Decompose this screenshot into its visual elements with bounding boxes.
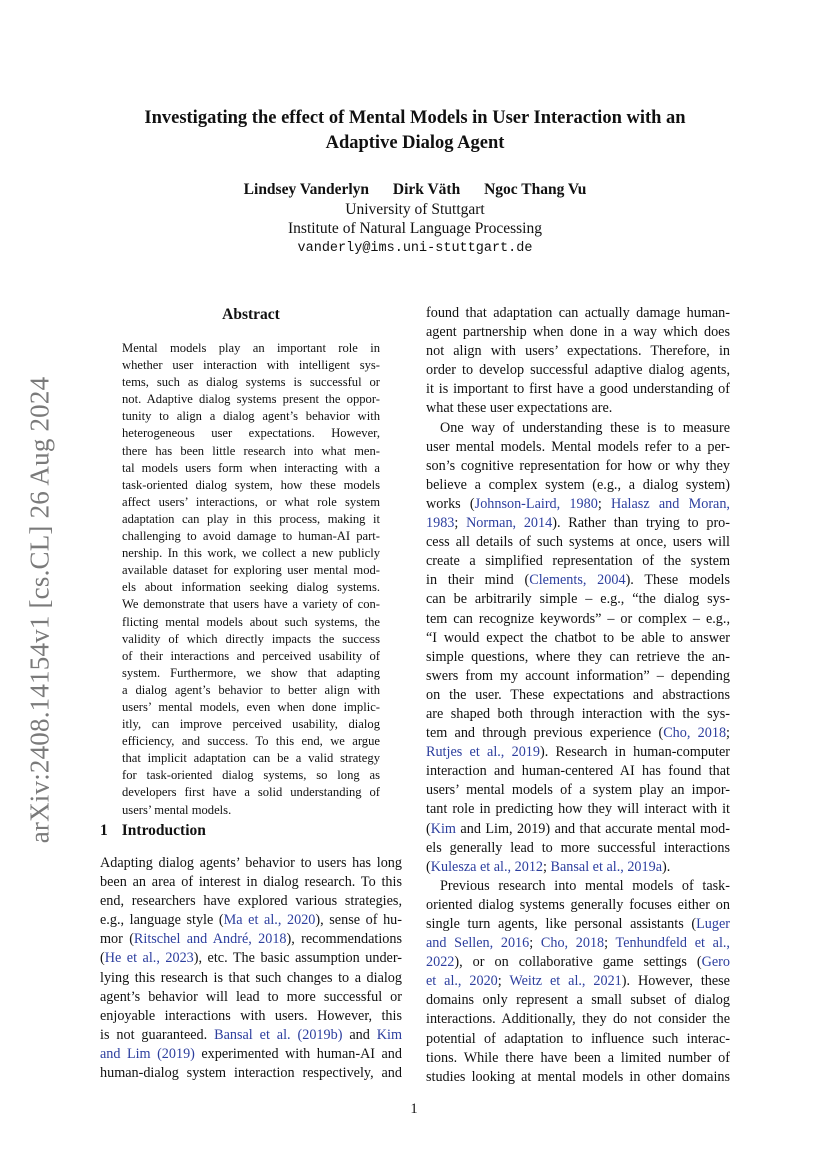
text-line: els about information seeking dialog systems. — [122, 580, 380, 595]
text-line: users’ mental models of a system play an impor- — [426, 782, 730, 799]
text-line: nership. In this work, we collect a new publicly — [122, 546, 380, 561]
citation-link[interactable]: Tenhundfeld et al., — [615, 935, 730, 952]
text-line: tems, such as dialog systems is successful or — [122, 375, 380, 390]
text-line: create a simplified representation of the system — [426, 553, 730, 570]
text-line: et al., 2020; Weitz et al., 2021). However, these — [426, 973, 730, 990]
text-line: simple questions, where they can retrieve the an- — [426, 648, 730, 665]
text-line: affect users’ interactions, or what role system — [122, 494, 380, 509]
arxiv-sidebar — [8, 360, 72, 860]
text-line: available dataset for exploring user mental mod- — [122, 563, 380, 578]
text-line: 1983; Norman, 2014). Rather than trying to pro- — [426, 515, 730, 532]
text-line: oriented dialog systems generally focuses either on — [426, 896, 730, 913]
text-line: (He et al., 2023), etc. The basic assumption under- — [100, 950, 402, 967]
text-line: flicting mental models about such systems, the — [122, 614, 380, 629]
text-line: mor (Ritschel and André, 2018), recommendations — [100, 931, 402, 948]
text-line: One way of understanding these is to measure — [440, 419, 730, 436]
text-line: potential of adaptation to influence such interac- — [426, 1030, 730, 1047]
text-line: human-dialog system interaction respectively, and — [100, 1065, 402, 1082]
text-line: order to develop successful adaptive dialog agents, — [426, 362, 730, 379]
citation-link[interactable]: Kulesza et al., 2012 — [430, 858, 544, 875]
citation-link[interactable]: Clements, 2004 — [529, 572, 626, 589]
text-line: Adapting dialog agents’ behavior to users has long — [100, 855, 402, 871]
text-line: not. Adaptive dialog systems present the oppor- — [122, 392, 380, 407]
section-number: 1 — [100, 822, 108, 839]
text-line: (Kim and Lim, 2019) and that accurate mental mod- — [426, 820, 730, 837]
citation-link[interactable]: Norman, 2014 — [466, 515, 553, 532]
citation-link[interactable]: and Lim (2019) — [100, 1045, 195, 1062]
citation-link[interactable]: Kim — [430, 820, 456, 837]
text-line: heterogeneous user expectations. However, — [122, 426, 380, 441]
text-line: and Sellen, 2016; Cho, 2018; Tenhundfeld et al., — [426, 935, 730, 952]
left-column-text — [100, 854, 402, 1083]
citation-link[interactable]: Cho, 2018 — [540, 935, 605, 952]
text-line: found that adaptation can actually damage human- — [426, 305, 730, 321]
text-line: is not guaranteed. Bansal et al. (2019b) and Kim — [100, 1026, 402, 1043]
text-line: challenging to avoid damage to human-AI part- — [122, 529, 380, 544]
text-line: Mental models play an important role in — [122, 341, 380, 355]
text-line: Rutjes et al., 2019). Research in human-computer — [426, 744, 730, 761]
text-line: son’s cognitive representation for how or why they — [426, 457, 730, 474]
abstract-heading: Abstract — [222, 306, 280, 323]
citation-link[interactable]: 2022 — [426, 954, 455, 971]
citation-link[interactable]: Weitz et al., 2021 — [509, 973, 622, 990]
text-line: system. Furthermore, we show that adapting — [122, 665, 380, 680]
text-line: that implicit adaptation can be a valid strategy — [122, 751, 380, 766]
text-line: tem can recognize keywords” – or complex – e.g., — [426, 610, 730, 627]
text-line: whether user interaction with intelligent sys- — [122, 358, 380, 373]
text-line: agent partnership when done in a way which does — [426, 324, 730, 341]
text-line: domains only represent a small subset of dialog — [426, 992, 730, 1009]
text-line: tant role in predicting how they will interact with it — [426, 801, 730, 818]
citation-link[interactable]: Bansal et al. (2019b) — [214, 1026, 343, 1043]
institute: Institute of Natural Language Processing — [288, 220, 542, 237]
text-line: studies looking at mental models in other domains — [426, 1068, 730, 1085]
citation-link[interactable]: and Sellen, 2016 — [426, 935, 530, 952]
citation-link[interactable]: Luger — [696, 916, 730, 932]
text-line: Previous research into mental models of task- — [440, 877, 730, 894]
citation-link[interactable]: Johnson-Laird, 1980 — [474, 495, 598, 512]
title-line: Investigating the effect of Mental Models in User Interaction with an — [144, 108, 686, 128]
arxiv-identifier: arXiv:2408.14154v1 [cs.CL] 26 Aug 2024 — [24, 376, 55, 844]
title-line: Adaptive Dialog Agent — [325, 133, 505, 153]
text-line: tal models users form when interacting with a — [122, 460, 380, 475]
citation-link[interactable]: Ritschel and André, 2018 — [133, 931, 287, 948]
author-block — [100, 180, 730, 258]
text-line: there has been little research into what men- — [122, 443, 380, 458]
text-line: users’ mental models, even when done implic- — [122, 699, 380, 714]
author-name: Ngoc Thang Vu — [484, 181, 587, 198]
text-line: (Kulesza et al., 2012; Bansal et al., 2019a). — [426, 858, 671, 875]
text-line: itly, can improve perceived usability, dialog — [122, 717, 380, 732]
text-line: efficiency, and success. To this end, we argue — [122, 734, 380, 749]
text-line: task-oriented dialog system, how these models — [122, 477, 380, 492]
citation-link[interactable]: Kim — [376, 1026, 402, 1043]
text-line: lying this research is that such changes to a dialog — [100, 969, 402, 986]
paper-title — [100, 106, 730, 156]
text-line: els generally lead to more successful interactions — [426, 839, 730, 856]
citation-link[interactable]: Gero — [701, 954, 730, 971]
text-line: what these user expectations are. — [426, 400, 613, 417]
text-line: tem and through previous experience (Cho, 2018; — [426, 725, 730, 742]
text-line: not align with users’ expectations. Therefore, in — [426, 343, 730, 360]
text-line: validity of which directly impacts the success — [122, 631, 380, 646]
text-line: been an area of interest in dialog research. To this — [100, 874, 402, 891]
page-number: 1 — [410, 1101, 418, 1117]
text-line: works (Johnson-Laird, 1980; Halasz and Moran, — [426, 495, 730, 512]
text-line: it is important to first have a good understanding of — [426, 381, 730, 398]
text-line: developers first have a solid understanding of — [122, 785, 380, 800]
text-line: on the user. These expectations and abstractions — [426, 686, 730, 703]
citation-link[interactable]: Rutjes et al., 2019 — [426, 744, 540, 761]
right-column-text — [426, 304, 730, 1087]
text-line: enjoyable interactions with users. However, this — [100, 1007, 402, 1024]
text-line: single turn agents, like personal assistants (Luger — [426, 916, 730, 932]
author-name: Dirk Väth — [392, 181, 461, 198]
text-line: adaptation can play in this process, making it — [122, 511, 380, 526]
author-name: Lindsey Vanderlyn — [243, 181, 370, 198]
text-line: end, researchers have explored various strategies, — [100, 893, 402, 910]
citation-link[interactable]: et al., 2020 — [426, 973, 498, 990]
text-line: of their interactions and perceived usability of — [122, 648, 380, 663]
citation-link[interactable]: 1983 — [426, 515, 455, 532]
text-line: “I would expect the chatbot to be able to answer — [426, 629, 730, 646]
section-heading — [100, 822, 220, 840]
abstract-body — [122, 340, 380, 819]
text-line: user mental models. Mental models refer to a per- — [426, 438, 730, 455]
text-line: tunity to align a dialog agent’s behavior with — [122, 409, 380, 424]
section-title: Introduction — [121, 822, 206, 839]
text-line: in their mind (Clements, 2004). These models — [426, 572, 730, 589]
text-line: a dialog agent’s behavior to better align with — [122, 682, 380, 697]
text-line: and Lim (2019) experimented with human-AI and — [100, 1045, 402, 1062]
text-line: interactions. Additionally, they do not consider the — [426, 1011, 730, 1028]
author-names — [100, 180, 730, 200]
affiliation: University of Stuttgart — [345, 200, 485, 218]
text-line: for task-oriented dialog systems, so long as — [122, 768, 380, 783]
text-line: believe a complex system (e.g., a dialog system) — [426, 476, 730, 493]
text-line: agent’s behavior will lead to more successful or — [100, 988, 402, 1005]
citation-link[interactable]: Ma et al., 2020 — [223, 912, 316, 929]
text-line: We demonstrate that users have a variety of con- — [122, 597, 380, 612]
citation-link[interactable]: He et al., 2023 — [104, 950, 194, 967]
text-line: swers from my account information” – depending — [426, 667, 730, 684]
text-line: cess all details of such systems at once, users will — [426, 534, 730, 551]
citation-link[interactable]: Cho, 2018 — [663, 725, 727, 742]
text-line: interaction and human-centered AI has found that — [426, 763, 730, 780]
text-line: 2022), or on collaborative game settings (Gero — [426, 954, 730, 971]
citation-link[interactable]: Halasz and Moran, — [611, 495, 730, 512]
citation-link[interactable]: Bansal et al., 2019a — [550, 858, 663, 875]
text-line: e.g., language style (Ma et al., 2020), sense of hu- — [100, 912, 403, 929]
author-email: vanderly@ims.uni-stuttgart.de — [297, 240, 533, 256]
text-line: can be arbitrarily simple – e.g., “the dialog sys- — [426, 591, 730, 608]
text-line: are shaped both through interaction with the sys- — [426, 705, 730, 722]
text-line: users’ mental models. — [122, 802, 232, 817]
text-line: tions. While there have been a limited number of — [426, 1049, 730, 1066]
